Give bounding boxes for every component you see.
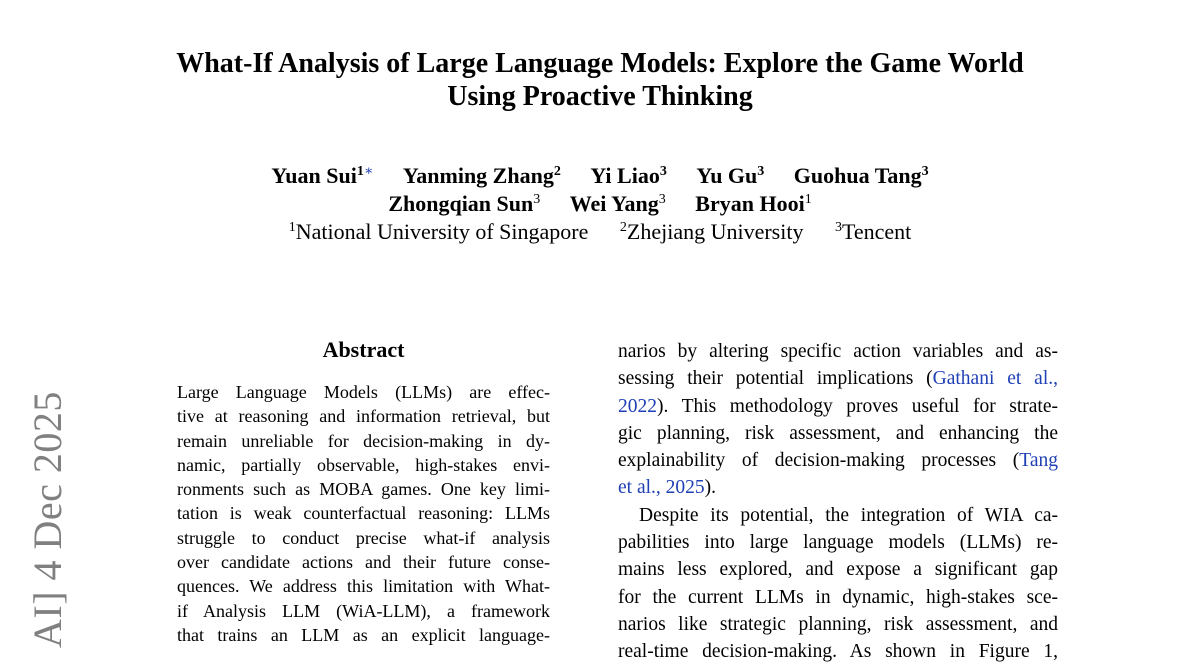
author-block bbox=[130, 162, 1070, 246]
title-line-2: Using Proactive Thinking bbox=[447, 81, 753, 112]
abstract-line: quences. We address this limitation with What- bbox=[177, 576, 550, 597]
abstract-heading: Abstract bbox=[322, 337, 405, 362]
body-line: narios by altering specific action variables and as- bbox=[618, 341, 1058, 362]
corresponding-mark[interactable]: ∗ bbox=[363, 164, 374, 179]
author: Guohua Tang$^3$ bbox=[793, 163, 929, 188]
affiliation: $^2$Zhejiang University bbox=[619, 219, 804, 244]
body-line: Despite its potential, the integration of WIA ca- bbox=[639, 504, 1058, 526]
abstract-body bbox=[177, 380, 550, 647]
body-line: for the current LLMs in dynamic, high-stakes sce- bbox=[618, 586, 1058, 608]
affiliation: $^3$Tencent bbox=[834, 219, 912, 244]
abstract-line: remain unreliable for decision-making in dy- bbox=[177, 430, 550, 451]
abstract-line: struggle to conduct precise what-if analysis bbox=[177, 527, 550, 548]
body-line: et al., 2025). bbox=[618, 477, 717, 499]
author-row-1 bbox=[130, 162, 1070, 190]
citation-link[interactable]: 2022 bbox=[618, 395, 657, 417]
author: Bryan Hooi$^1$ bbox=[695, 191, 812, 216]
author: Yanming Zhang$^2$ bbox=[402, 163, 561, 188]
body-line: narios like strategic planning, risk assessment, and bbox=[618, 613, 1058, 635]
abstract-line: if Analysis LLM (WiA-LLM), a framework bbox=[177, 600, 550, 621]
abstract-line: tation is weak counterfactual reasoning: LLMs bbox=[177, 503, 550, 524]
citation-link[interactable]: Gathani et al., bbox=[932, 368, 1059, 390]
abstract-line: namic, partially observable, high-stakes envi- bbox=[177, 454, 550, 475]
body-column bbox=[618, 338, 1058, 666]
author: Zhongqian Sun$^3$ bbox=[388, 191, 541, 216]
author: Yu Gu$^3$ bbox=[696, 163, 765, 188]
abstract-line: that trains an LLM as an explicit language- bbox=[177, 624, 550, 645]
paper-title bbox=[130, 47, 1070, 113]
affiliation: $^1$National University of Singapore bbox=[288, 219, 589, 244]
citation-link[interactable]: et al., 2025 bbox=[618, 477, 705, 499]
body-line: 2022). This methodology proves useful for strate- bbox=[618, 395, 1058, 417]
author: Wei Yang$^3$ bbox=[569, 191, 666, 216]
affiliation-row bbox=[130, 218, 1070, 246]
body-line: gic planning, risk assessment, and enhancing the bbox=[618, 422, 1058, 444]
abstract-line: ronments such as MOBA games. One key limi- bbox=[177, 479, 550, 500]
body-line: real-time decision-making. As shown in Figure 1, bbox=[618, 641, 1058, 663]
body-line: mains less explored, and expose a significant gap bbox=[618, 559, 1058, 581]
author-row-2 bbox=[130, 190, 1070, 218]
abstract-line: tive at reasoning and information retrieval, but bbox=[177, 406, 550, 427]
abstract-line: over candidate actions and their future conse- bbox=[177, 552, 550, 573]
body-line: explainability of decision-making processes (Tang bbox=[618, 450, 1058, 472]
author: Yuan Sui$^{1∗}$ bbox=[271, 163, 374, 188]
abstract-line: Large Language Models (LLMs) are effec- bbox=[177, 382, 550, 402]
abstract-section bbox=[177, 336, 550, 647]
arxiv-watermark: AI] 4 Dec 2025 bbox=[25, 391, 70, 648]
title-line-1: What-If Analysis of Large Language Models: Explore the Game World bbox=[176, 48, 1024, 79]
body-line: sessing their potential implications (Gathani et al., bbox=[618, 368, 1059, 390]
author: Yi Liao$^3$ bbox=[590, 163, 667, 188]
citation-link[interactable]: Tang bbox=[1019, 450, 1058, 472]
body-line: pabilities into large language models (LLMs) re- bbox=[618, 532, 1058, 554]
